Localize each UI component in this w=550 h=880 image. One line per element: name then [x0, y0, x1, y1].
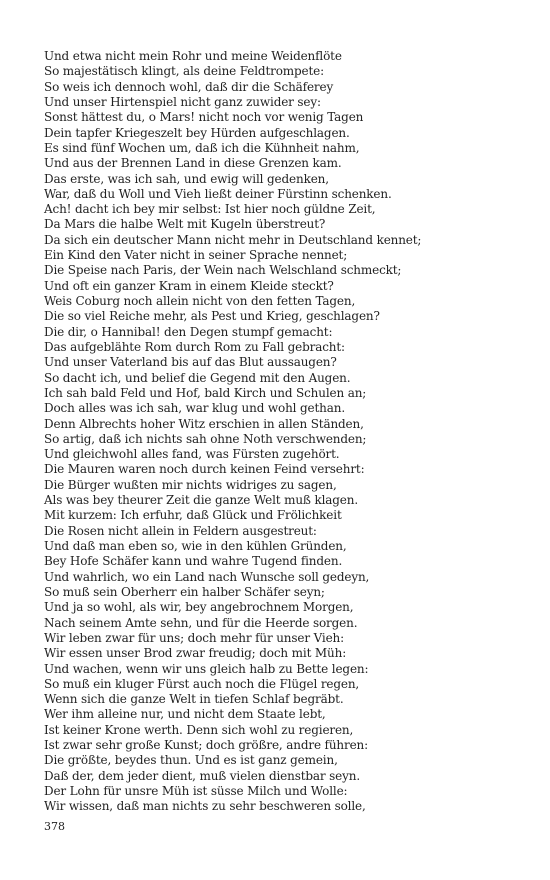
poem-line: So muß sein Oberherr ein halber Schäfer seyn; [44, 584, 325, 599]
poem-line: So muß ein kluger Fürst auch noch die Flügel regen, [44, 676, 360, 691]
poem-line: Wir wissen, daß man nichts zu sehr beschweren solle, [44, 799, 366, 814]
poem-line: Wenn sich die ganze Welt in tiefen Schlaf begräbt. [44, 692, 344, 707]
poem-line: Die größte, beydes thun. Und es ist ganz gemein, [44, 753, 338, 768]
poem-line: So dacht ich, und belief die Gegend mit den Augen. [44, 370, 351, 385]
poem-line: Denn Albrechts hoher Witz erschien in allen Ständen, [44, 416, 364, 431]
poem-line: Und aus der Brennen Land in diese Grenzen kam. [44, 156, 342, 171]
poem-line: Die dir, o Hannibal! den Degen stumpf gemacht: [44, 324, 333, 339]
poem-line: Und wachen, wenn wir uns gleich halb zu Bette legen: [44, 661, 369, 676]
poem-line: Ich sah bald Feld und Hof, bald Kirch und Schulen an; [44, 385, 367, 400]
poem-line: Dein tapfer Kriegeszelt bey Hürden aufgeschlagen. [44, 125, 350, 140]
poem-line: Ist keiner Krone werth. Denn sich wohl zu regieren, [44, 722, 354, 737]
poem-line: Da Mars die halbe Welt mit Kugeln überstreut? [44, 217, 326, 232]
poem-line: Und gleichwohl alles fand, was Fürsten zugehört. [44, 447, 340, 462]
poem-line: Es sind fünf Wochen um, daß ich die Kühnheit nahm, [44, 140, 360, 155]
poem-line: War, daß du Woll und Vieh ließt deiner Fürstinn schenken. [44, 186, 392, 201]
poem-line: Da sich ein deutscher Mann nicht mehr in Deutschland kennet; [44, 232, 422, 247]
poem-line: Der Lohn für unsre Müh ist süsse Milch und Wolle: [44, 784, 348, 798]
poem-line: Weis Coburg noch allein nicht von den fetten Tagen, [44, 294, 356, 308]
poem-line: Die Bürger wußten mir nichts widriges zu sagen, [44, 477, 337, 492]
poem-text [44, 49, 514, 815]
poem-line: Und unser Hirtenspiel nicht ganz zuwider sey: [44, 94, 321, 109]
poem-line: Ist zwar sehr große Kunst; doch größre, andre führen: [44, 738, 369, 753]
poem-line: Bey Hofe Schäfer kann und wahre Tugend finden. [44, 554, 343, 569]
poem-line: Wir leben zwar für uns; doch mehr für unser Vieh: [44, 630, 345, 645]
poem-line: Nach seinem Amte sehn, und für die Heerde sorgen. [44, 615, 358, 630]
poem-line: Die Mauren waren noch durch keinen Feind versehrt: [44, 462, 365, 477]
poem-line: Wer ihm alleine nur, und nicht dem Staate lebt, [44, 707, 326, 722]
poem-line: Und unser Vaterland bis auf das Blut aussaugen? [44, 355, 337, 370]
poem-line: Wir essen unser Brod zwar freudig; doch mit Müh: [44, 646, 347, 661]
poem-line: Und oft ein ganzer Kram in einem Kleide steckt? [44, 278, 334, 293]
poem-line: Doch alles was ich sah, war klug und wohl gethan. [44, 401, 346, 416]
poem-line: Die Speise nach Paris, der Wein nach Welschland schmeckt; [44, 263, 402, 278]
poem-line: Und wahrlich, wo ein Land nach Wunsche soll gedeyn, [44, 569, 370, 584]
poem-line: Mit kurzem: Ich erfuhr, daß Glück und Frölichkeit [44, 508, 342, 523]
page-number: 378 [44, 820, 65, 833]
poem-line: Die Rosen nicht allein in Feldern ausgestreut: [44, 523, 317, 538]
poem-line: Das erste, was ich sah, und ewig will gedenken, [44, 171, 329, 186]
poem-line: Ein Kind den Vater nicht in seiner Sprache nennet; [44, 248, 348, 263]
poem-line: Ach! dacht ich bey mir selbst: Ist hier noch güldne Zeit, [44, 202, 376, 217]
poem-line: So weis ich dennoch wohl, daß dir die Schäferey [44, 79, 334, 94]
poem-line: Das aufgeblähte Rom durch Rom zu Fall gebracht: [44, 339, 345, 354]
poem-line: Als was bey theurer Zeit die ganze Welt muß klagen. [44, 493, 358, 508]
poem-line: Sonst hättest du, o Mars! nicht noch vor wenig Tagen [44, 110, 364, 125]
poem-line: So artig, daß ich nichts sah ohne Noth verschwenden; [44, 431, 367, 446]
poem-line: Und daß man eben so, wie in den kühlen Gründen, [44, 539, 347, 553]
poem-line: Und etwa nicht mein Rohr und meine Weidenflöte [44, 49, 342, 63]
poem-line: Die so viel Reiche mehr, als Pest und Krieg, geschlagen? [44, 309, 380, 324]
poem-line: So majestätisch klingt, als deine Feldtrompete: [44, 64, 325, 79]
poem-line: Und ja so wohl, als wir, bey angebrochnem Morgen, [44, 600, 354, 615]
poem-line: Daß der, dem jeder dient, muß vielen dienstbar seyn. [44, 768, 361, 783]
